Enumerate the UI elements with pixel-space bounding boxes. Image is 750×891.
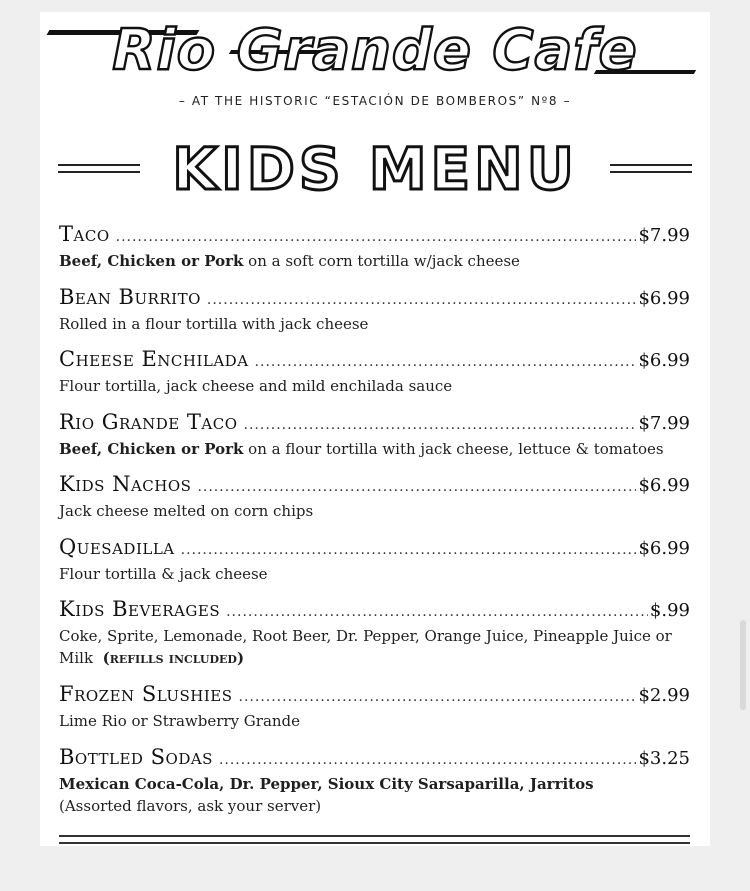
menu-item-price: $6.99 <box>638 475 690 496</box>
menu-item-name: Frozen Slushies <box>59 682 233 706</box>
menu-item-price: $7.99 <box>638 412 690 434</box>
menu-item-description-bold: Beef, Chicken or Pork <box>59 439 244 458</box>
menu-item-description-text: Flour tortilla, jack cheese and mild enchilada sauce <box>59 377 453 395</box>
menu-item-description-text: Rolled in a flour tortilla with jack cheese <box>59 314 369 333</box>
dot-leader <box>197 479 636 495</box>
menu-item-note: (refills included) <box>102 649 245 667</box>
dot-leader <box>255 354 637 370</box>
dot-leader <box>219 752 637 768</box>
menu-item-description-bold: Mexican Coca-Cola, Dr. Pepper, Sioux City Sarsaparilla, Jarritos <box>59 774 594 793</box>
menu-page <box>40 12 710 846</box>
title-rule-right <box>610 164 692 173</box>
menu-item-description <box>59 438 690 460</box>
menu-item <box>59 682 690 745</box>
menu-item-price: $6.99 <box>638 537 690 559</box>
menu-item-name: Taco <box>59 222 110 246</box>
menu-item-description-text: Coke, Sprite, Lemonade, Root Beer, Dr. Pepper, Orange Juice, Pineapple Juice or Milk <box>59 627 672 667</box>
menu-item-header <box>59 347 690 375</box>
menu-item-description-text: on a flour tortilla with jack cheese, lettuce & tomatoes <box>243 439 664 458</box>
brand-subtitle: – AT THE HISTORIC “ESTACIÓN DE BOMBEROS” Nº8 – <box>178 94 572 108</box>
menu-item-header <box>59 472 690 500</box>
scrollbar[interactable] <box>740 620 746 710</box>
menu-item-description-text: on a soft corn tortilla w/jack cheese <box>243 252 520 270</box>
menu-item-name: Kids Beverages <box>59 597 221 621</box>
menu-item-name: Rio Grande Taco <box>59 409 238 434</box>
menu-item-description <box>59 773 690 817</box>
menu-item-header <box>59 597 690 625</box>
menu-item-description <box>59 710 690 732</box>
menu-item-name: Bean Burrito <box>59 284 201 309</box>
brand-title: Rio Grande Cafe <box>112 18 638 83</box>
menu-item-header <box>59 745 690 773</box>
menu-item-header <box>59 410 690 438</box>
menu-item <box>59 535 690 598</box>
menu-title-row <box>58 134 692 204</box>
menu-item-description <box>59 313 690 335</box>
menu-item-price: $2.99 <box>638 685 690 706</box>
menu-item-header <box>59 285 690 313</box>
menu-item <box>59 222 690 285</box>
dot-leader <box>181 542 637 558</box>
menu-item <box>59 410 690 473</box>
menu-item-description <box>59 250 690 272</box>
menu-item-description-text: Flour tortilla & jack cheese <box>59 564 268 583</box>
bottom-rule <box>59 835 690 844</box>
menu-item <box>59 347 690 410</box>
menu-item <box>59 472 690 535</box>
menu-item-price: $7.99 <box>638 225 690 246</box>
menu-item-header <box>59 535 690 563</box>
menu-item <box>59 745 690 830</box>
menu-item-name: Cheese Enchilada <box>59 347 249 371</box>
menu-item-description <box>59 625 690 669</box>
menu-item-price: $.99 <box>649 600 690 621</box>
menu-item <box>59 285 690 348</box>
menu-item-header <box>59 682 690 710</box>
menu-item-description-text: (Assorted flavors, ask your server) <box>59 796 322 815</box>
dot-leader <box>226 604 648 620</box>
menu-item-header <box>59 222 690 250</box>
menu-item <box>59 597 690 682</box>
menu-item-description-bold: Beef, Chicken or Pork <box>59 252 244 270</box>
menu-item-price: $3.25 <box>638 747 690 769</box>
menu-item-price: $6.99 <box>638 350 690 371</box>
menu-item-name: Bottled Sodas <box>59 744 213 769</box>
dot-leader <box>207 292 637 308</box>
menu-item-name: Kids Nachos <box>59 472 192 496</box>
brand-logo <box>40 12 710 92</box>
dot-leader <box>116 229 637 245</box>
menu-item-name: Quesadilla <box>59 534 175 559</box>
menu-item-description <box>59 563 690 585</box>
menu-item-price: $6.99 <box>638 287 690 309</box>
menu-items <box>59 222 690 830</box>
menu-item-description-text: Jack cheese melted on corn chips <box>59 502 314 520</box>
menu-title: KIDS MENU <box>172 135 578 203</box>
menu-item-description <box>59 500 690 522</box>
menu-item-description <box>59 375 690 397</box>
menu-item-description-text: Lime Rio or Strawberry Grande <box>59 712 301 730</box>
dot-leader <box>244 417 637 433</box>
dot-leader <box>239 689 637 705</box>
